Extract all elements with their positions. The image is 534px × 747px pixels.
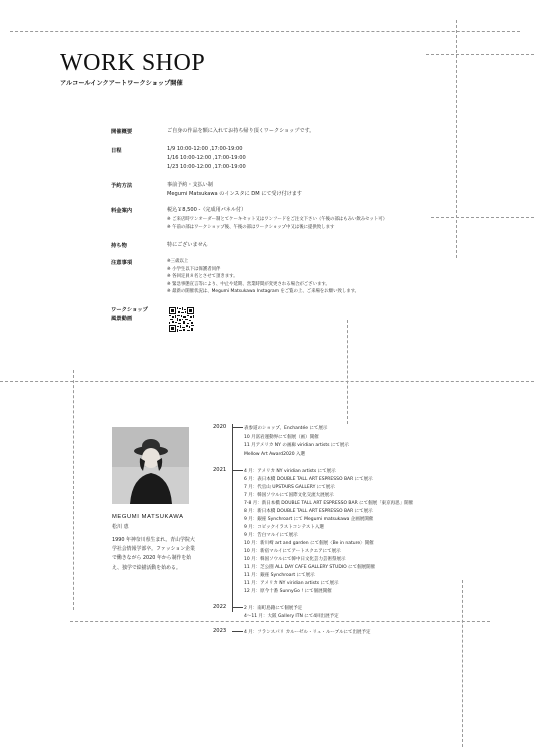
mid-right-guide bbox=[431, 217, 534, 218]
notice-line: ※ 最新の開催状況は、Megumi Matsukawa Instagram をご覧の上、ご来場をお願い致します。 bbox=[167, 289, 360, 295]
timeline-event: 10 月：新川崎 art and garden にて個展〈Be in nature〉開催 bbox=[244, 541, 374, 546]
date-line: 1/16 10:00-12:00 ,17:00-19:00 bbox=[167, 154, 246, 161]
timeline-event: 6 月：表日本橋 DOUBLE TALL ART ESPRESSO BAR にて展示 bbox=[244, 477, 373, 482]
timeline-event: 2 月：南町島籍にて個展予定 bbox=[244, 606, 303, 611]
scenery-label-line: ワークショップ bbox=[111, 307, 148, 313]
timeline-event: 11 月：アメリカ NY viridian artists にて展示 bbox=[244, 581, 339, 586]
notice-line: ※ 小学生以下は保護者同伴 bbox=[167, 266, 221, 272]
timeline-year: 2020 bbox=[213, 424, 227, 430]
reservation-line: 事前予約・支払い制 bbox=[167, 182, 213, 188]
timeline-event: 7 月：代官山 UPSTAIRS GALLERY にて展示 bbox=[244, 485, 335, 490]
timeline-event: 7-8 月：新日本橋 DOUBLE TALL ART ESPRESSO BAR にて個展「東京再思」開催 bbox=[244, 501, 414, 506]
timeline-event: 11 月アメリカ NY の画廊 viridian artists にて展示 bbox=[244, 443, 349, 448]
qr-code-icon[interactable] bbox=[169, 307, 194, 332]
timeline-year: 2021 bbox=[213, 467, 227, 473]
fee-note: ※ ご来店時ワンオーダー制とてケーキセット又はワンフードをご注文下さい（午後の部はもみい飲みセット可） bbox=[167, 217, 388, 222]
bottom-divider bbox=[70, 621, 490, 622]
timeline-tick bbox=[232, 427, 243, 428]
overview-value bbox=[167, 127, 314, 136]
timeline-event: 10 月：韓国ソウルにて韓中日文化芸力芸術祭展示 bbox=[244, 557, 346, 562]
timeline-event: 9 月：コピックイラストコンテスト入選 bbox=[244, 525, 324, 530]
timeline-axis bbox=[232, 424, 233, 612]
page-subtitle: アルコールインクアートワークショップ開催 bbox=[60, 80, 183, 87]
middle-divider bbox=[0, 381, 534, 382]
page-title: WORK SHOP bbox=[60, 50, 206, 76]
overview-label: 開催概要 bbox=[111, 129, 133, 135]
notice-line: ※ 緊急事態宣言等により、中止や延期、営業時間が変更される場合がございます。 bbox=[167, 281, 330, 287]
timeline-event: 8 月：新日本橋 DOUBLE TALL ART ESPRESSO BAR にて展示 bbox=[244, 509, 373, 514]
notices-label: 注意事項 bbox=[111, 260, 133, 266]
timeline-tick bbox=[232, 607, 243, 608]
timeline-event: 11 月：銀座 Synchroart にて展示 bbox=[244, 573, 315, 578]
center-guide bbox=[347, 320, 348, 424]
artist-name-en: MEGUMI MATSUKAWA bbox=[112, 514, 184, 520]
timeline-tick bbox=[232, 631, 243, 632]
timeline-event: 9 月：告白マルイにて展示 bbox=[244, 533, 298, 538]
timeline-year: 2023 bbox=[213, 628, 227, 634]
reservation-label: 予約方法 bbox=[111, 183, 133, 189]
timeline-event: Mellow Art Award2020 入選 bbox=[244, 452, 305, 457]
reservation-line: Megumi Matsukawa のインスタに DM にて受け付けます bbox=[167, 190, 302, 197]
belongings-line: 特にございません bbox=[167, 242, 208, 248]
scenery-label-line: 風景動画 bbox=[111, 316, 133, 322]
overview-line: ご自身の作品を額に入れてお持ち帰り頂くワークショップです。 bbox=[167, 128, 315, 134]
notice-line: ※三歳以上 bbox=[167, 259, 189, 264]
top-divider bbox=[10, 31, 520, 32]
timeline-event: 12 月：原今十番 SunnyGo ! にて個展開催 bbox=[244, 589, 332, 594]
scenery-label bbox=[111, 306, 148, 324]
fee-value bbox=[167, 206, 246, 215]
date-line: 1/9 10:00-12:00 ,17:00-19:00 bbox=[167, 146, 243, 152]
timeline-year: 2022 bbox=[213, 604, 227, 610]
fee-note: ※ 午前の部はワークショップ後、午後の部はワークショップ中又は後に提供致します bbox=[167, 225, 335, 230]
timeline-tick bbox=[232, 470, 243, 471]
notice-line: ※ 各回定員８名とさせて頂きます。 bbox=[167, 274, 238, 280]
timeline-event: 11 月：芝公園 ALL DAY CAFE GALLERY STUDIO にて個展開催 bbox=[244, 565, 376, 570]
timeline-event: 9 月：銀座 Synchroart にて Megumi matsukawa 企画展開催 bbox=[244, 517, 374, 522]
date-line: 1/23 10:00-12:00 ,17:00-19:00 bbox=[167, 163, 246, 170]
dates-value bbox=[167, 146, 246, 172]
dates-label: 日程 bbox=[111, 148, 122, 154]
artist-photo bbox=[112, 427, 189, 504]
right-top-guide bbox=[456, 20, 457, 258]
timeline-event: 表参道のショップ、Enchantée にて展示 bbox=[244, 426, 328, 431]
top-right-guide bbox=[426, 54, 534, 55]
belongings-value bbox=[167, 241, 208, 250]
belongings-label: 持ち物 bbox=[111, 243, 127, 249]
timeline-event: 4～11 月：大阪 Gallery ITN にて4回出展予定 bbox=[244, 614, 339, 619]
artist-name-jp: 松川 恵 bbox=[112, 524, 129, 530]
timeline-event: 4 月：フランスパリ カルーゼル・リュ・ルーブルにて出展予定 bbox=[244, 630, 371, 635]
bottom-right-guide bbox=[462, 580, 463, 747]
fee-label: 料金案内 bbox=[111, 208, 133, 214]
notices-value bbox=[167, 258, 359, 296]
left-guide bbox=[73, 370, 74, 610]
artist-bio: 1990 年神奈川県生まれ。青山学院大学社会情報学部卒。ファッション企業で働きながら 2020 年から制作を始え、独学で絵描活動を始める。 bbox=[112, 537, 195, 571]
timeline-event: 10 月富岩運動界にて個展（画）開催 bbox=[244, 435, 319, 440]
timeline-event: 4 月：アメリカ NY viridian artists にて展示 bbox=[244, 469, 336, 474]
fee-line: 税込￥8,500 -（完成用パネル付） bbox=[167, 207, 247, 213]
timeline-event: 7 月：韓国ソウルにて国際文化交流大展展示 bbox=[244, 493, 334, 498]
reservation-value bbox=[167, 181, 302, 199]
fee-notes bbox=[167, 216, 387, 232]
timeline-event: 10 月：新宿マルイにてアートスクエアにて展示 bbox=[244, 549, 341, 554]
